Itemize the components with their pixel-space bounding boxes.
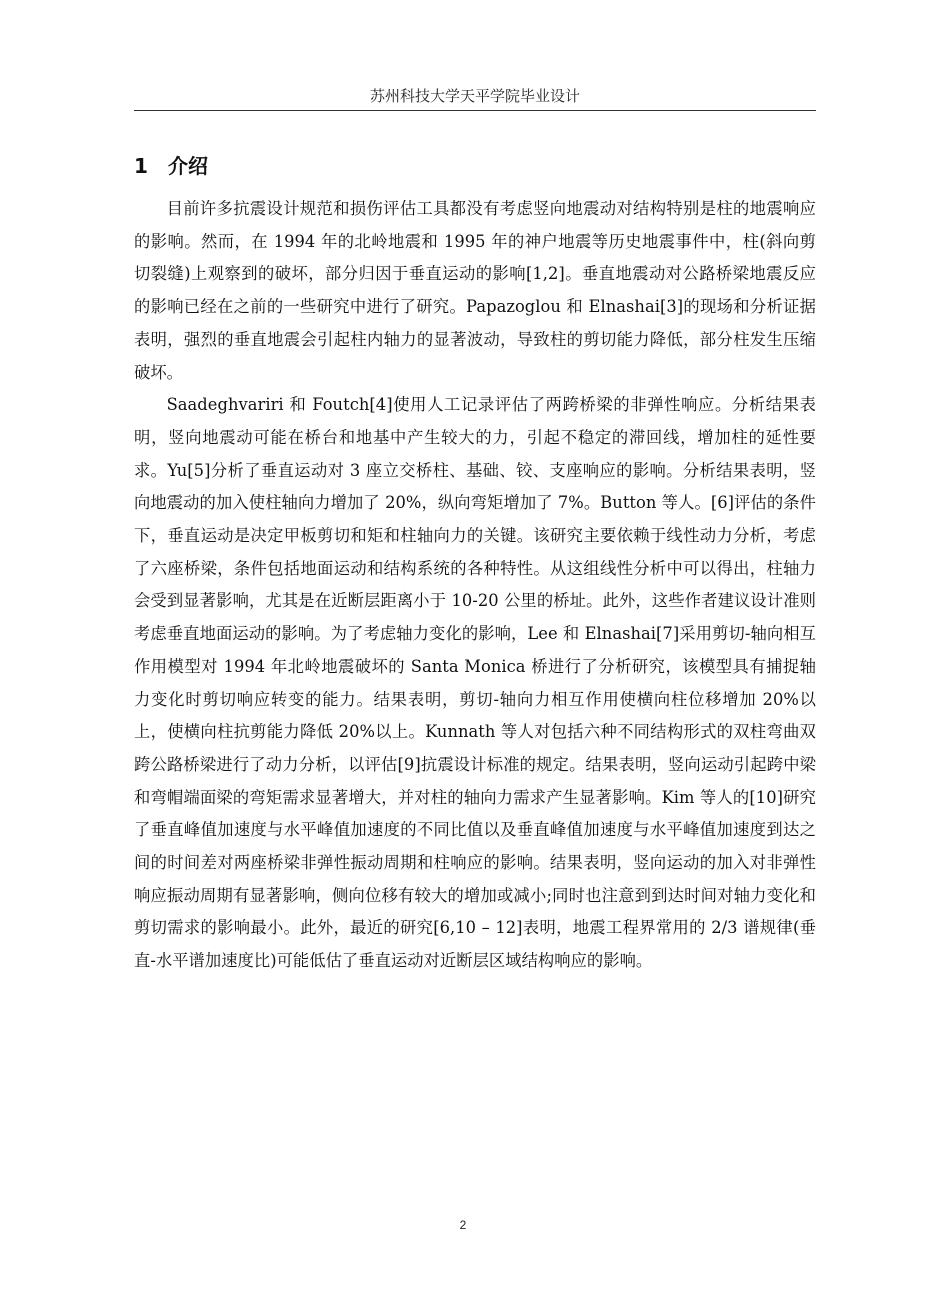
- page-number: 2: [459, 1218, 467, 1232]
- section-title: 介绍: [168, 154, 208, 178]
- running-header: 苏州科技大学天平学院毕业设计: [369, 87, 580, 105]
- body-text: [134, 193, 816, 978]
- header-divider: [134, 110, 816, 111]
- section-heading: [134, 150, 816, 182]
- paragraph: 目前许多抗震设计规范和损伤评估工具都没有考虑竖向地震动对结构特别是柱的地震响应的影响。然而，在 1994 年的北岭地震和 1995 年的神户地震等历史地震事件中，柱(斜向剪切裂缝)上观察到的破坏，部分归因于垂直运动的影响[1,2]。垂直地震动对公路桥梁地震反应的影响已经在之前的一些研究中进行了研究。Papazoglou 和 Elnashai[3]的现场和分析证据表明，强烈的垂直地震会引起柱内轴力的显著波动，导致柱的剪切能力降低，部分柱发生压缩破坏。: [134, 199, 816, 382]
- paragraph: Saadeghvariri 和 Foutch[4]使用人工记录评估了两跨桥梁的非弹性响应。分析结果表明，竖向地震动可能在桥台和地基中产生较大的力，引起不稳定的滞回线，增加柱的延性要求。Yu[5]分析了垂直运动对 3 座立交桥柱、基础、铰、支座响应的影响。分析结果表明，竖向地震动的加入使柱轴向力增加了 20%，纵向弯矩增加了 7%。Button 等人。[6]评估的条件下，垂直运动是决定甲板剪切和矩和柱轴向力的关键。该研究主要依赖于线性动力分析，考虑了六座桥梁，条件包括地面运动和结构系统的各种特性。从这组线性分析中可以得出，柱轴力会受到显著影响，尤其是在近断层距离小于 10-20 公里的桥址。此外，这些作者建议设计准则考虑垂直地面运动的影响。为了考虑轴力变化的影响，Lee 和 Elnashai[7]采用剪切-轴向相互作用模型对 1994 年北岭地震破坏的 Santa Monica 桥进行了分析研究，该模型具有捕捉轴力变化时剪切响应转变的能力。结果表明，剪切-轴向力相互作用使横向柱位移增加 20%以上，使横向柱抗剪能力降低 20%以上。Kunnath 等人对包括六种不同结构形式的双柱弯曲双跨公路桥梁进行了动力分析，以评估[9]抗震设计标准的规定。结果表明，竖向运动引起跨中梁和弯帽端面梁的弯矩需求显著增大，并对柱的轴向力需求产生显著影响。Kim 等人的[10]研究了垂直峰值加速度与水平峰值加速度的不同比值以及垂直峰值加速度与水平峰值加速度到达之间的时间差对两座桥梁非弹性振动周期和柱响应的影响。结果表明，竖向运动的加入对非弹性响应振动周期有显著影响，侧向位移有较大的增加或减小;同时也注意到到达时间对轴力变化和剪切需求的影响最小。此外，最近的研究[6,10 – 12]表明，地震工程界常用的 2/3 谱规律(垂直-水平谱加速度比)可能低估了垂直运动对近断层区域结构响应的影响。: [134, 395, 816, 971]
- section-number: 1: [134, 154, 148, 178]
